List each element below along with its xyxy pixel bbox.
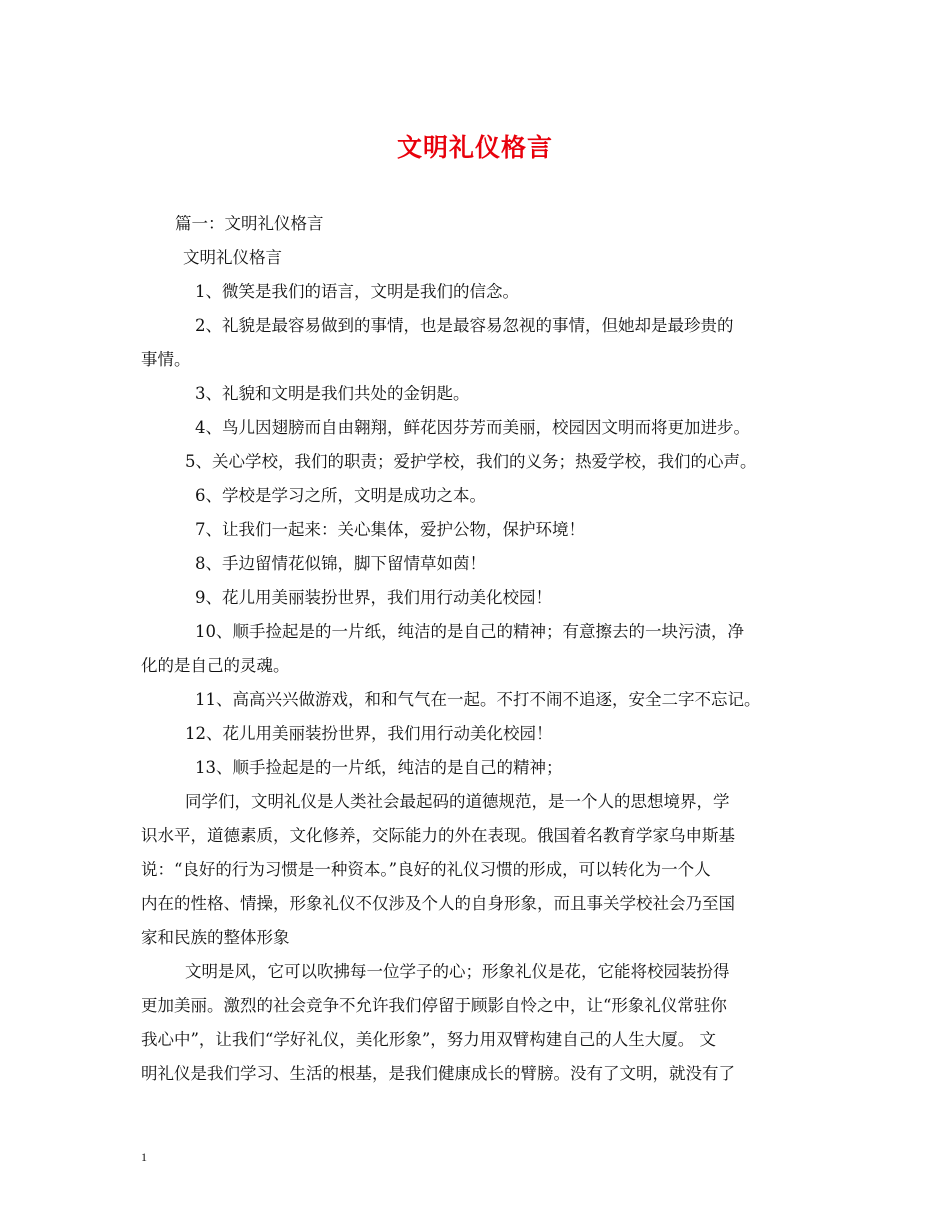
text-line: 说：“良好的行为习惯是一种资本。”良好的礼仪习惯的形成，可以转化为一个人 bbox=[141, 860, 711, 879]
page-number: 1 bbox=[141, 1150, 147, 1164]
text-line: 1、微笑是我们的语言，文明是我们的信念。 bbox=[195, 282, 519, 301]
text-line: 5、关心学校，我们的职责；爱护学校，我们的义务；热爱学校，我们的心声。 bbox=[185, 452, 757, 471]
text-line: 8、手边留情花似锦，脚下留情草如茵！ bbox=[195, 554, 486, 573]
text-line: 篇一：文明礼仪格言 bbox=[175, 214, 324, 233]
text-line: 更加美丽。激烈的社会竞争不允许我们停留于顾影自怜之中，让“形象礼仪常驻你 bbox=[141, 996, 727, 1015]
text-line: 13、顺手捡起是的一片纸，纯洁的是自己的精神； bbox=[195, 758, 563, 777]
text-line: 文明礼仪格言 bbox=[183, 248, 282, 267]
text-line: 事情。 bbox=[141, 350, 191, 369]
text-line: 文明是风，它可以吹拂每一位学子的心；形象礼仪是花，它能将校园装扮得 bbox=[185, 962, 730, 981]
text-line: 7、让我们一起来：关心集体，爱护公物，保护环境！ bbox=[195, 520, 585, 539]
text-line: 3、礼貌和文明是我们共处的金钥匙。 bbox=[195, 384, 470, 403]
text-line: 同学们，文明礼仪是人类社会最起码的道德规范，是一个人的思想境界，学 bbox=[185, 792, 730, 811]
text-line: 化的是自己的灵魂。 bbox=[141, 656, 290, 675]
text-line: 明礼仪是我们学习、生活的根基，是我们健康成长的臂膀。没有了文明，就没有了 bbox=[141, 1064, 735, 1083]
text-line: 我心中”，让我们“学好礼仪，美化形象”，努力用双臂构建自己的人生大厦。 文 bbox=[141, 1030, 717, 1049]
text-line: 11、高高兴兴做游戏，和和气气在一起。不打不闹不追逐，安全二字不忘记。 bbox=[195, 690, 761, 709]
document-title: 文明礼仪格言 bbox=[396, 133, 553, 162]
text-line: 4、鸟儿因翅膀而自由翱翔，鲜花因芬芳而美丽，校园因文明而将更加进步。 bbox=[195, 418, 750, 437]
text-line: 9、花儿用美丽装扮世界，我们用行动美化校园！ bbox=[195, 588, 552, 607]
text-line: 内在的性格、情操，形象礼仪不仅涉及个人的自身形象，而且事关学校社会乃至国 bbox=[141, 894, 735, 913]
text-line: 12、花儿用美丽装扮世界，我们用行动美化校园！ bbox=[185, 724, 553, 743]
text-line: 家和民族的整体形象 bbox=[141, 928, 290, 947]
text-line: 10、顺手捡起是的一片纸，纯洁的是自己的精神；有意擦去的一块污渍，净 bbox=[195, 622, 744, 641]
document-body bbox=[141, 207, 821, 1091]
text-line: 识水平，道德素质，文化修养，交际能力的外在表现。俄国着名教育学家乌申斯基 bbox=[141, 826, 735, 845]
text-line: 6、学校是学习之所，文明是成功之本。 bbox=[195, 486, 486, 505]
text-line: 2、礼貌是最容易做到的事情，也是最容易忽视的事情，但她却是最珍贵的 bbox=[195, 316, 734, 335]
